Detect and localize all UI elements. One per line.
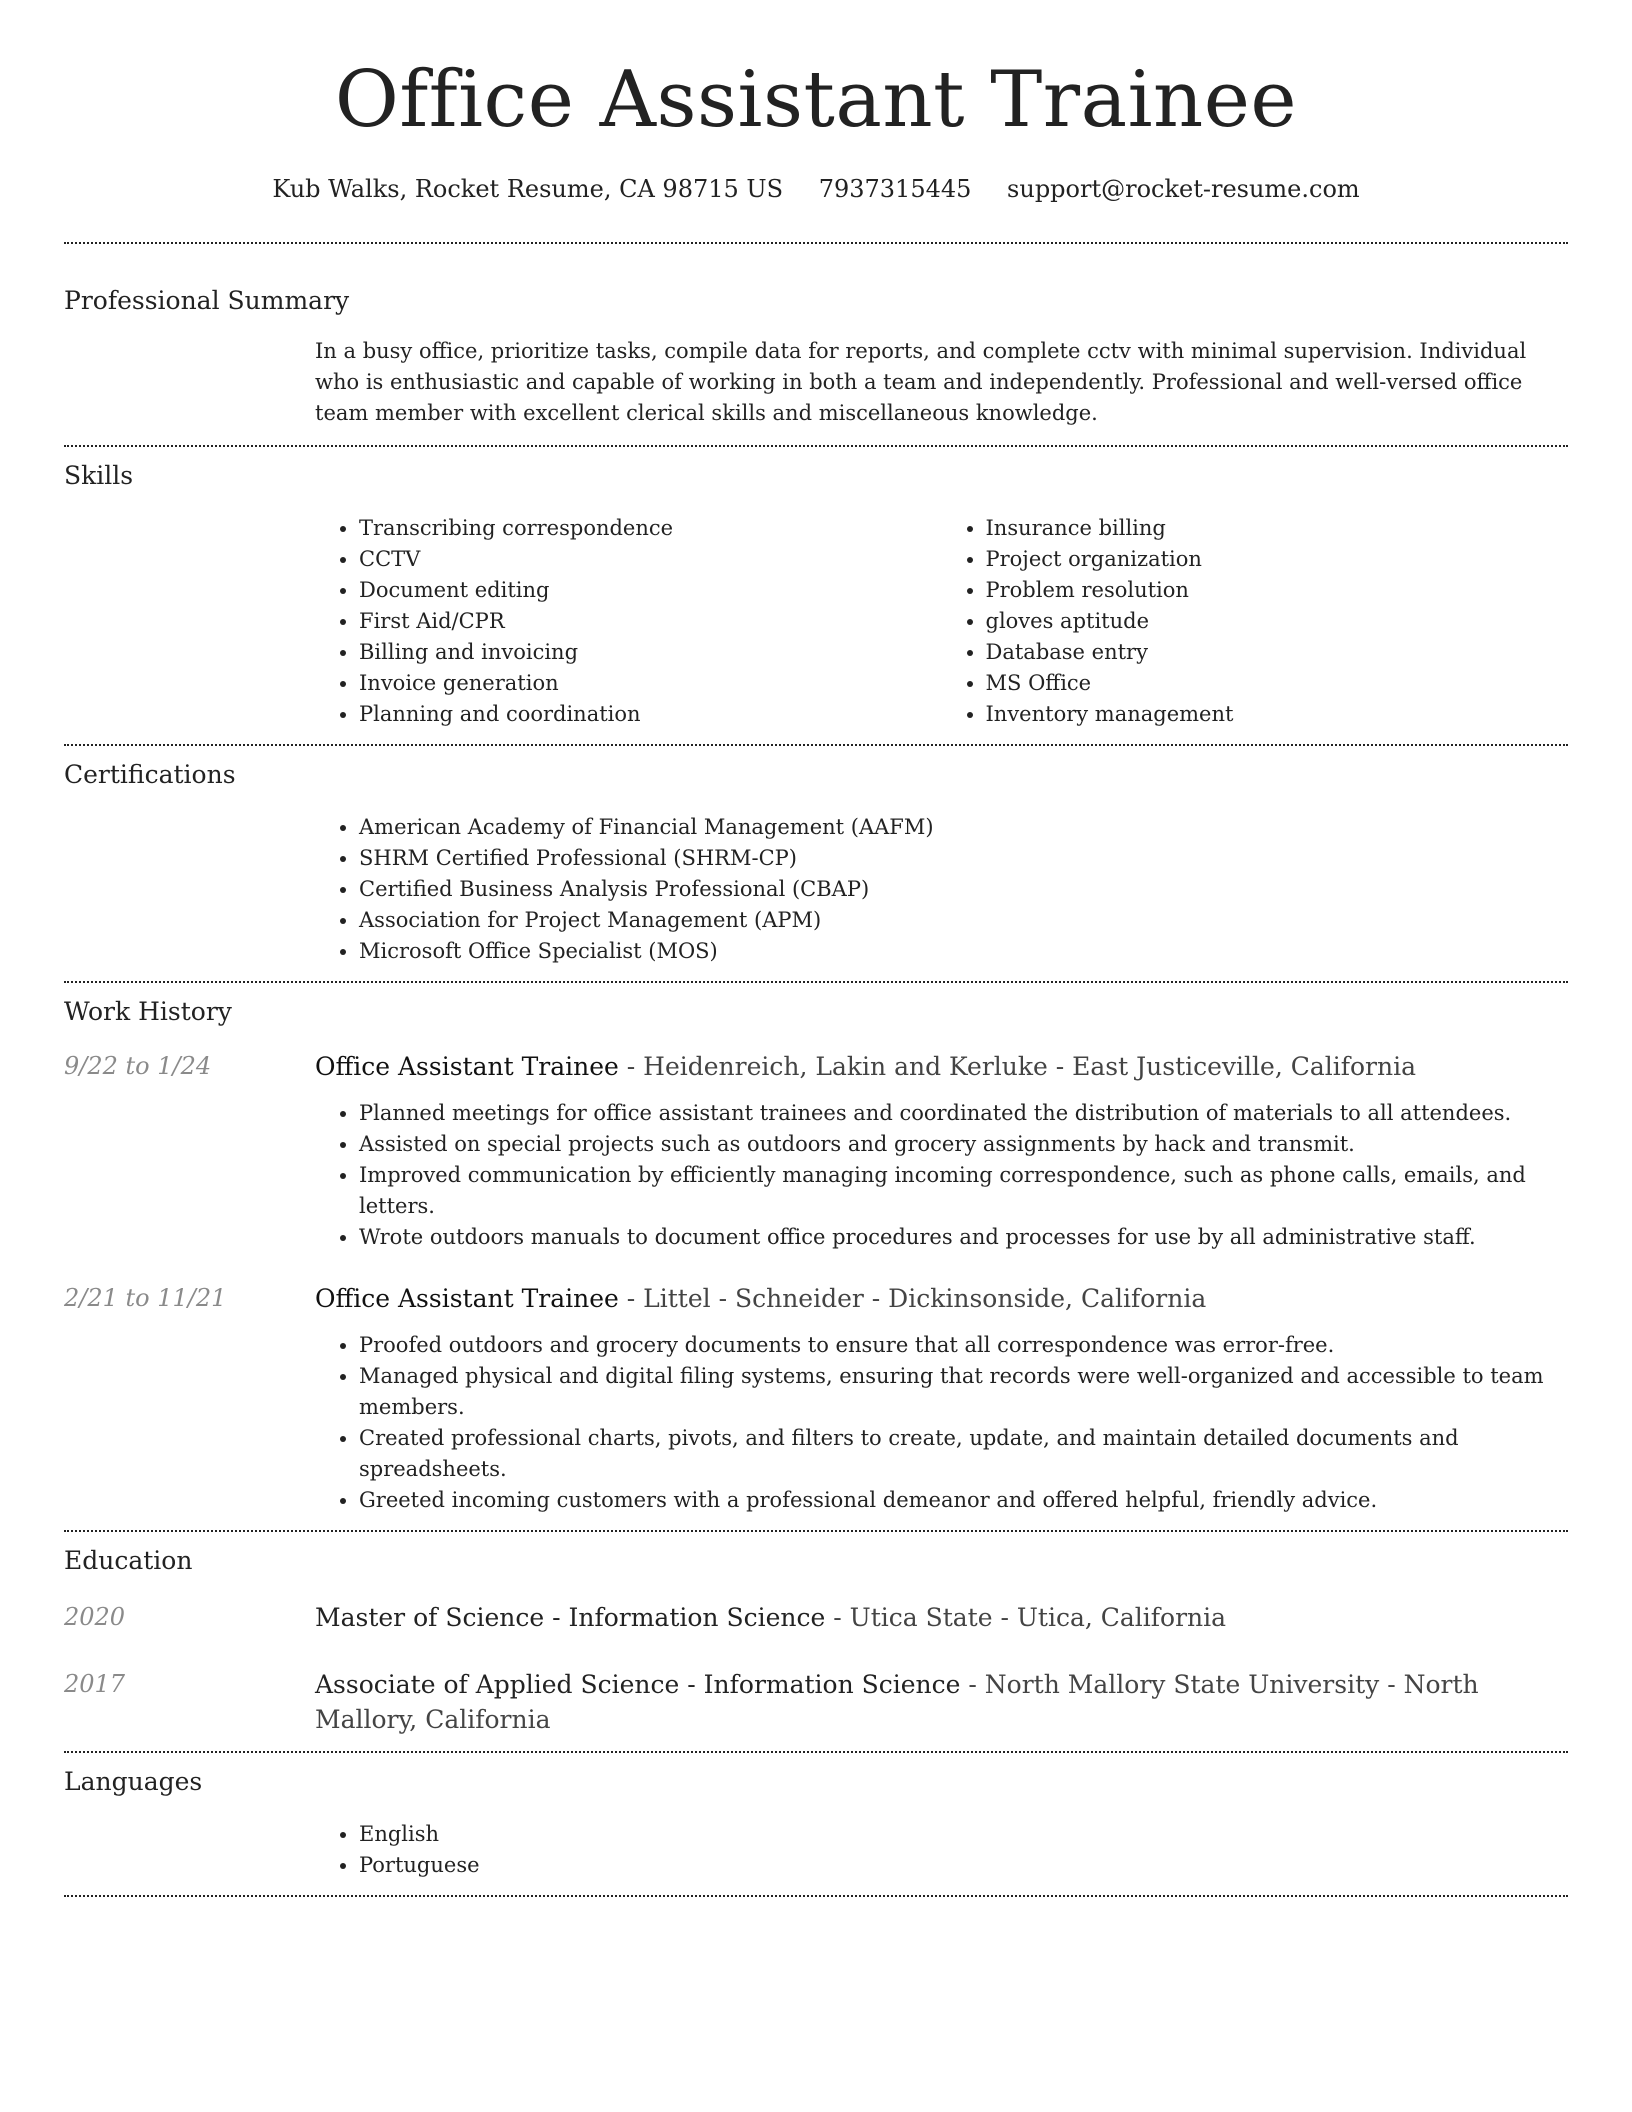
skill-item: • Invoice generation [359, 668, 942, 699]
language-item: • Portuguese [359, 1850, 1568, 1881]
contact-address: Kub Walks, Rocket Resume, CA 98715 US [272, 175, 784, 203]
job-bullet: • Proofed outdoors and grocery documents to ensure that all correspondence was error-free. [359, 1330, 1568, 1361]
skill-item: • MS Office [986, 668, 1569, 699]
education-section [64, 1532, 1568, 1751]
education-entry [64, 1600, 1568, 1635]
languages-heading: Languages [64, 1767, 203, 1796]
education-year: 2017 [64, 1670, 126, 1698]
certification-item: • SHRM Certified Professional (SHRM-CP) [359, 843, 1568, 874]
job-bullets-wrap [315, 1098, 1568, 1253]
languages-list-wrap [315, 1819, 1568, 1881]
job-bullets [315, 1098, 1568, 1253]
job-header [64, 1049, 1568, 1084]
resume-name: Office Assistant Trainee [334, 55, 1298, 145]
contact-phone: 7937315445 [818, 175, 972, 203]
certification-item: • Certified Business Analysis Professional (CBAP) [359, 874, 1568, 905]
work-heading: Work History [64, 997, 232, 1026]
contact-line [64, 172, 1568, 206]
skill-item: • Document editing [359, 575, 942, 606]
education-degree: Associate of Applied Science - Information Science [315, 1670, 961, 1699]
job-dates: 2/21 to 11/21 [64, 1284, 227, 1312]
job-dates: 9/22 to 1/24 [64, 1052, 212, 1080]
skills-list-left [315, 513, 942, 730]
skill-item: • Planning and coordination [359, 699, 942, 730]
work-section [64, 983, 1568, 1530]
languages-list [315, 1819, 1568, 1881]
job-title [315, 1281, 1206, 1316]
job-bullet: • Improved communication by efficiently managing incoming correspondence, such as phone calls, emails, and letters. [359, 1160, 1568, 1222]
job-bullet: • Assisted on special projects such as outdoors and grocery assignments by hack and transmit. [359, 1129, 1568, 1160]
education-school: - North Mallory State University - North Mallory, California [315, 1670, 1479, 1734]
education-degree: Master of Science - Information Science [315, 1603, 826, 1632]
job-bullets [315, 1330, 1568, 1516]
skill-item: • Billing and invoicing [359, 637, 942, 668]
job-bullet: • Planned meetings for office assistant trainees and coordinated the distribution of materials to all attendees. [359, 1098, 1568, 1129]
job-bullet: • Created professional charts, pivots, and filters to create, update, and maintain detailed documents and spreadsheets. [359, 1423, 1568, 1485]
job-employer: - Littel - Schneider - Dickinsonside, California [618, 1284, 1207, 1313]
language-item: • English [359, 1819, 1568, 1850]
education-entry [64, 1667, 1568, 1737]
job-role: Office Assistant Trainee [315, 1052, 619, 1081]
contact-email: support@rocket-resume.com [1007, 175, 1360, 203]
certifications-list [315, 812, 1568, 967]
skills-heading: Skills [64, 461, 134, 490]
certification-item: • Association for Project Management (APM) [359, 905, 1568, 936]
skill-item: • Transcribing correspondence [359, 513, 942, 544]
certification-item: • Microsoft Office Specialist (MOS) [359, 936, 1568, 967]
job-bullets-wrap [315, 1330, 1568, 1516]
skill-item: • Problem resolution [986, 575, 1569, 606]
certifications-list-wrap [315, 812, 1568, 967]
summary-section [64, 244, 1568, 445]
job-entry [64, 1049, 1568, 1253]
skills-lists [315, 513, 1568, 730]
skills-list-right [942, 513, 1569, 730]
skill-item: • Inventory management [986, 699, 1569, 730]
skill-item: • gloves aptitude [986, 606, 1569, 637]
education-degree-line [315, 1667, 1568, 1737]
job-title [315, 1049, 1416, 1084]
certifications-heading: Certifications [64, 760, 236, 789]
job-header [64, 1281, 1568, 1316]
job-role: Office Assistant Trainee [315, 1284, 619, 1313]
job-employer: - Heidenreich, Lakin and Kerluke - East Justiceville, California [618, 1052, 1417, 1081]
education-degree-line [315, 1600, 1226, 1635]
job-entry [64, 1281, 1568, 1516]
summary-text: In a busy office, prioritize tasks, compile data for reports, and complete cctv with minimal supervision. Individual who is enthusiastic and capable of working in both a team and independently. Professional and well-versed office team member with excellent clerical skills and miscellaneous knowledge. [315, 339, 1527, 425]
certifications-section [64, 746, 1568, 981]
summary-heading: Professional Summary [64, 286, 350, 315]
job-bullet: • Greeted incoming customers with a professional demeanor and offered helpful, friendly advice. [359, 1485, 1568, 1516]
skill-item: • Insurance billing [986, 513, 1569, 544]
skill-item: • First Aid/CPR [359, 606, 942, 637]
skill-item: • Database entry [986, 637, 1569, 668]
skills-section [64, 447, 1568, 744]
education-school: - Utica State - Utica, California [825, 1603, 1227, 1632]
languages-section [64, 1753, 1568, 1895]
skill-item: • Project organization [986, 544, 1569, 575]
skill-item: • CCTV [359, 544, 942, 575]
certification-item: • American Academy of Financial Management (AAFM) [359, 812, 1568, 843]
job-bullet: • Managed physical and digital filing systems, ensuring that records were well-organized and accessible to team members. [359, 1361, 1568, 1423]
education-year: 2020 [64, 1603, 126, 1631]
job-bullet: • Wrote outdoors manuals to document office procedures and processes for use by all administrative staff. [359, 1222, 1568, 1253]
section-divider [64, 1895, 1568, 1897]
education-heading: Education [64, 1546, 193, 1575]
